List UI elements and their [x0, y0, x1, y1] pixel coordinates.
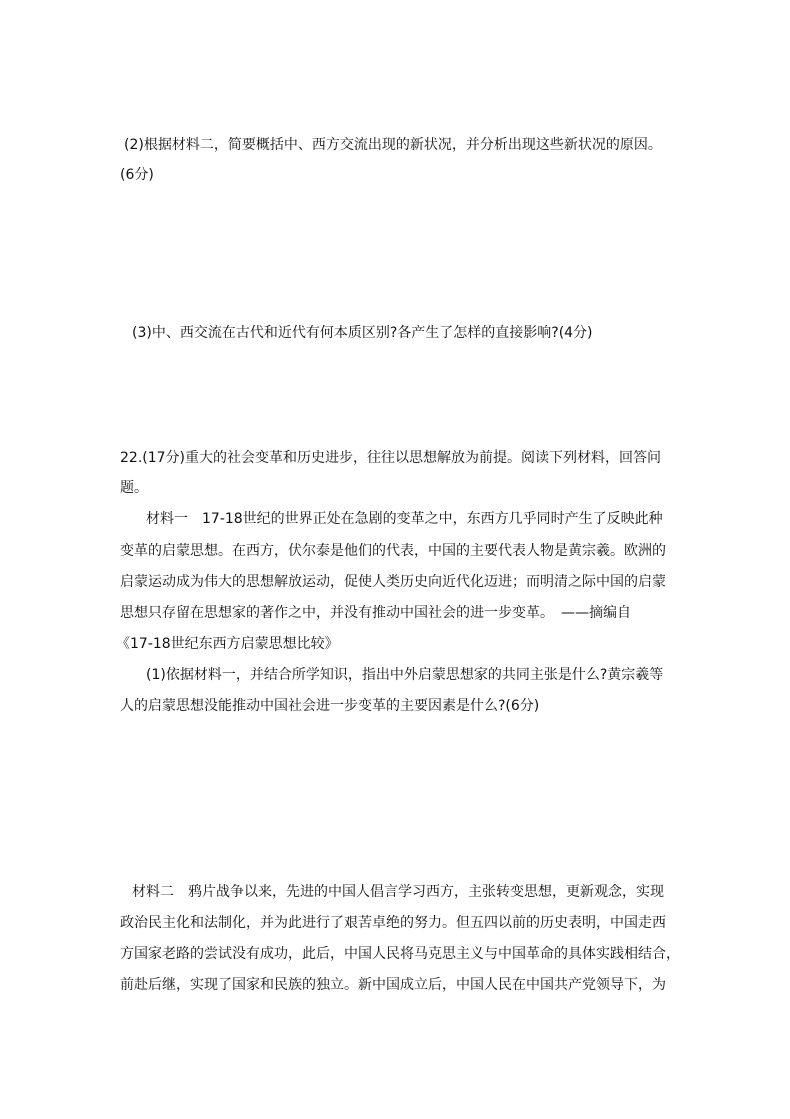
- q2-line-1: (2)根据材料二，简要概括中、西方交流出现的新状况，并分析出现这些新状况的原因。: [124, 137, 662, 153]
- material1-line-1: 材料一 17-18世纪的世界正处在急剧的变革之中，东西方几乎同时产生了反映此种: [146, 511, 663, 527]
- q2-line-2: (6分): [120, 167, 154, 183]
- material1-line-2: 变革的启蒙思想。在西方，伏尔泰是他们的代表，中国的主要代表人物是黄宗羲。欧洲的: [120, 543, 666, 559]
- q22-intro-line-1: 22.(17分)重大的社会变革和历史进步，往往以思想解放为前提。阅读下列材料，回答问: [120, 450, 662, 466]
- material2-line-4: 前赴后继，实现了国家和民族的独立。新中国成立后，中国人民在中国共产党领导下，为: [120, 977, 666, 993]
- material2-line-3: 方国家老路的尝试没有成功，此后，中国人民将马克思主义与中国革命的具体实践相结合，: [120, 946, 680, 962]
- material1-line-4: 思想只存留在思想家的著作之中，并没有推动中国社会的进一步变革。 ——摘编自: [120, 605, 631, 621]
- sub1-line-1: (1)依据材料一，并结合所学知识，指出中外启蒙思想家的共同主张是什么?黄宗羲等: [146, 667, 664, 683]
- material2-line-2: 政治民主化和法制化，并为此进行了艰苦卓绝的努力。但五四以前的历史表明，中国走西: [120, 915, 666, 931]
- q22-intro-line-2: 题。: [120, 480, 148, 496]
- q3-line-1: (3)中、西交流在古代和近代有何本质区别?各产生了怎样的直接影响?(4分): [132, 325, 593, 341]
- material1-line-3: 启蒙运动成为伟大的思想解放运动，促使人类历史向近代化迈进；而明清之际中国的启蒙: [120, 574, 666, 590]
- material2-line-1: 材料二 鸦片战争以来，先进的中国人倡言学习西方，主张转变思想，更新观念，实现: [132, 884, 664, 900]
- sub1-line-2: 人的启蒙思想没能推动中国社会进一步变革的主要因素是什么?(6分): [120, 698, 540, 714]
- material1-line-5: 《17-18世纪东西方启蒙思想比较》: [116, 636, 339, 652]
